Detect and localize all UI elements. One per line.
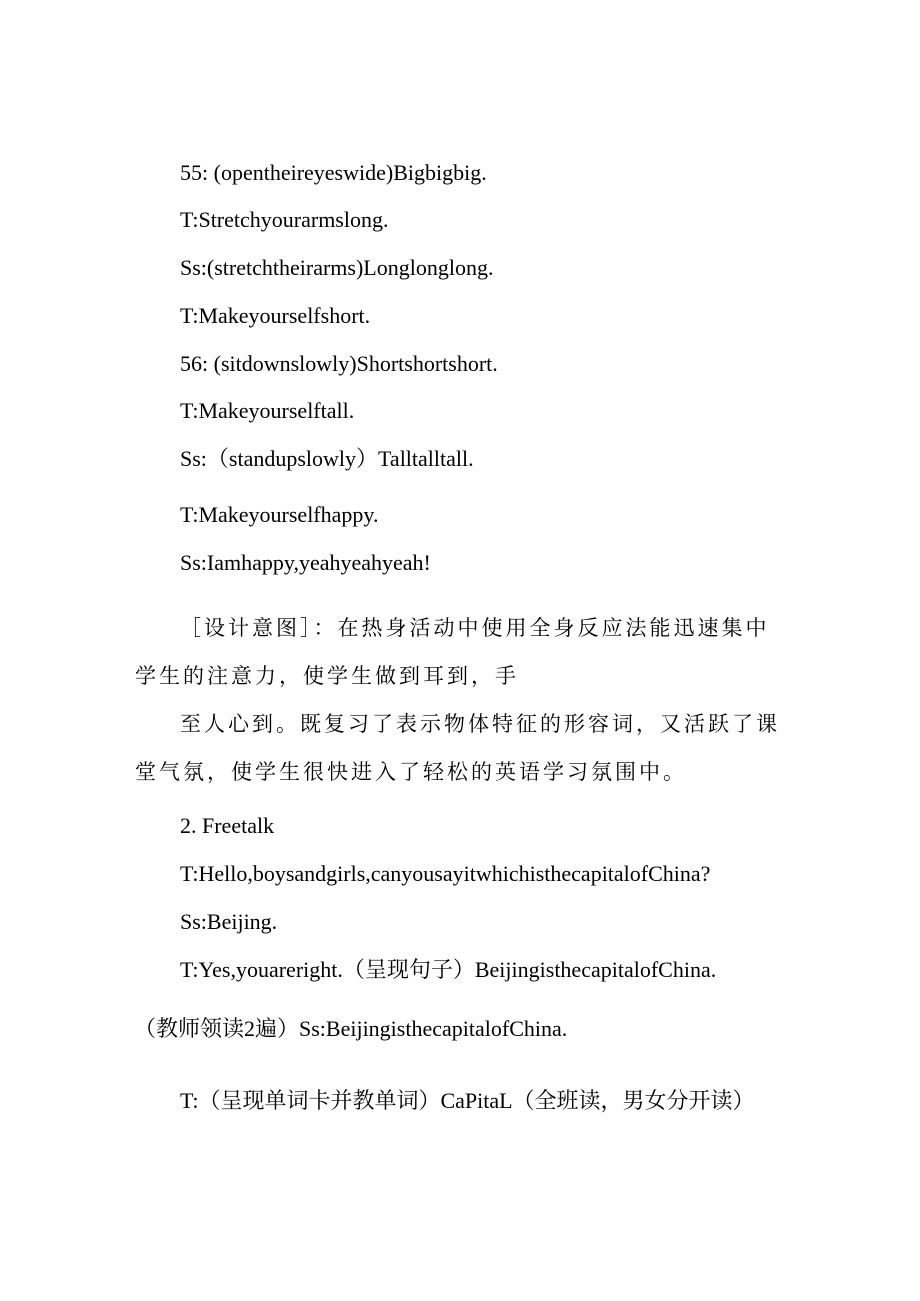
dialogue-line: 55: (opentheireyeswide)Bigbigbig. [180, 160, 487, 185]
dialogue-line: T:（呈现单词卡并教单词）CaPitaL（全班读，男女分开读） [180, 1088, 755, 1113]
dialogue-line: T:Makeyourselfhappy. [180, 502, 379, 527]
dialogue-line: （教师领读2遍）Ss:BeijingisthecapitalofChina. [134, 1016, 568, 1041]
design-intent-paragraph: ［设计意图］：在热身活动中使用全身反应法能迅速集中学生的注意力，使学生做到耳到，手 [135, 616, 770, 688]
dialogue-line: T:Makeyourselftall. [180, 398, 355, 423]
dialogue-line: T:Yes,youareright.（呈现句子）BeijingisthecapitalofChina. [180, 957, 717, 982]
dialogue-line: T:Stretchyourarmslong. [180, 207, 389, 232]
dialogue-line: Ss:Iamhappy,yeahyeahyeah! [180, 550, 431, 575]
dialogue-line: Ss:(stretchtheirarms)Longlonglong. [180, 255, 494, 280]
dialogue-line: T:Hello,boysandgirls,canyousayitwhichisthecapitalofChina? [180, 861, 711, 886]
dialogue-line: Ss:（standupslowly）Talltalltall. [180, 446, 474, 471]
dialogue-line: Ss:Beijing. [180, 909, 278, 934]
section-heading: 2. Freetalk [180, 813, 275, 838]
design-intent-paragraph-cont: 至人心到。既复习了表示物体特征的形容词，又活跃了课堂气氛，使学生很快进入了轻松的英语学习氛围中。 [135, 712, 780, 784]
dialogue-line: 56: (sitdownslowly)Shortshortshort. [180, 351, 498, 376]
dialogue-line: T:Makeyourselfshort. [180, 303, 371, 328]
